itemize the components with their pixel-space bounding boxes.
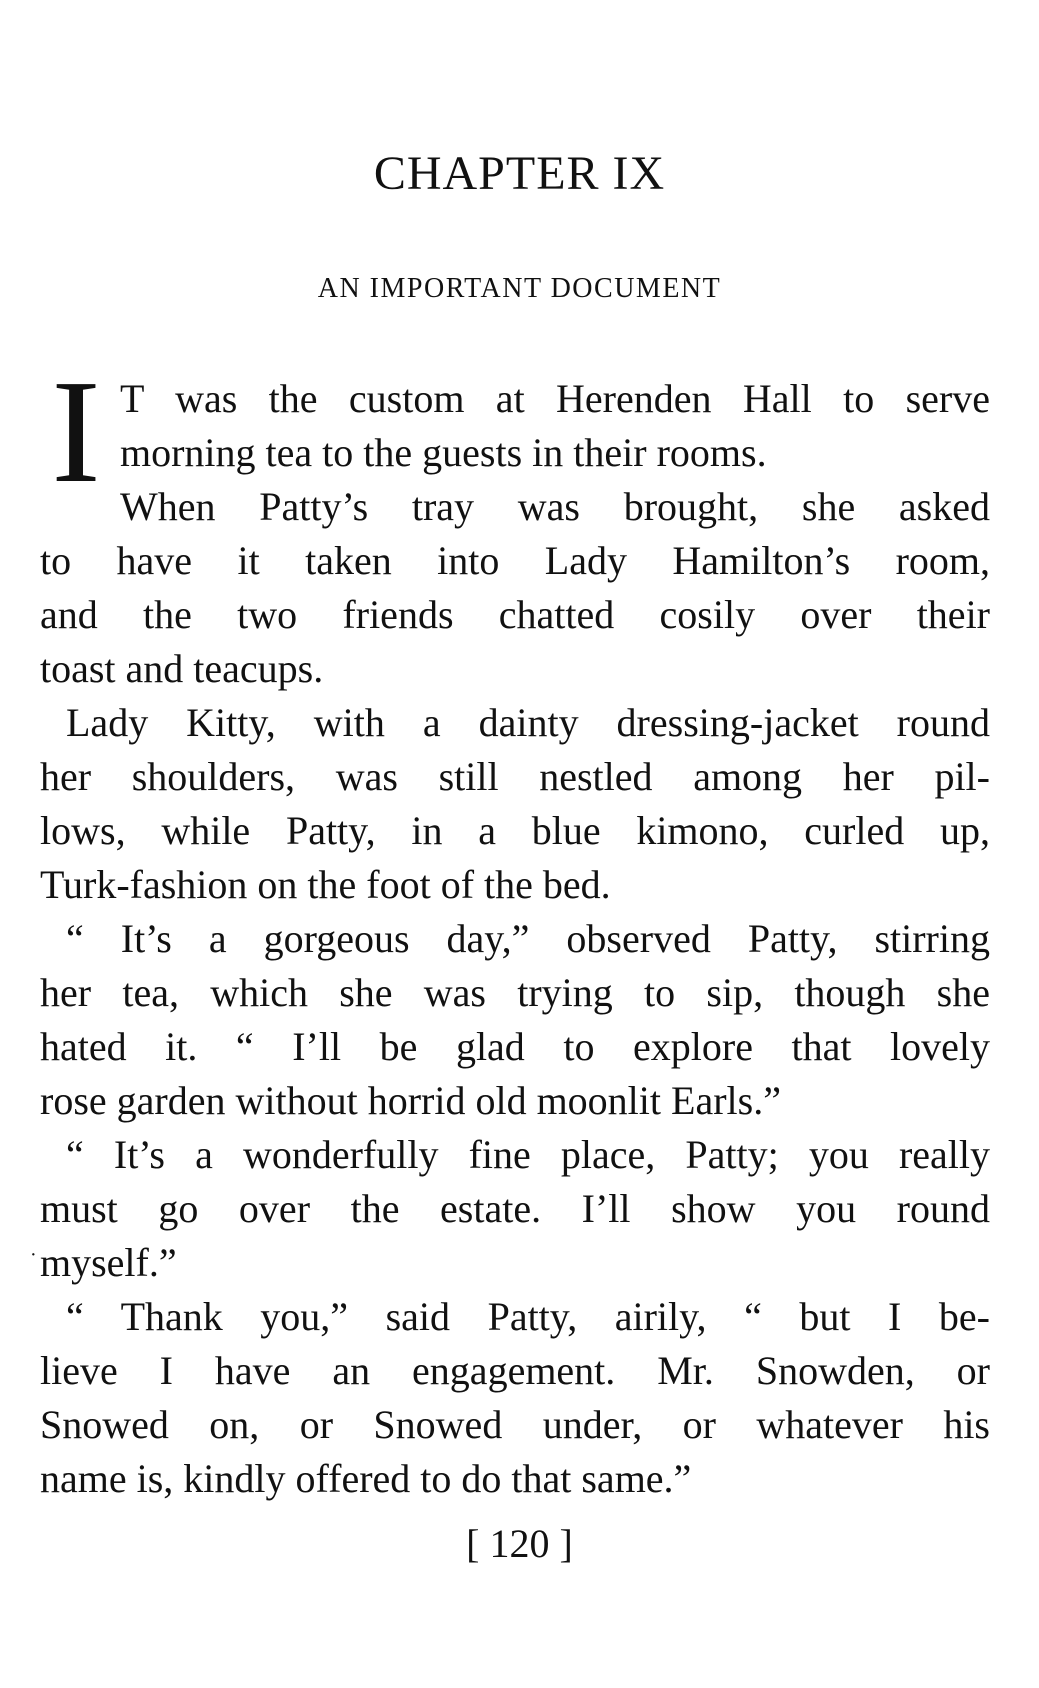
text-line: lows, while Patty, in a blue kimono, curled up, (40, 808, 990, 853)
chapter-subtitle: AN IMPORTANT DOCUMENT (317, 273, 722, 304)
text-line: Lady Kitty, with a dainty dressing-jacket round (66, 700, 990, 745)
text-line: T was the custom at Herenden Hall to serve (120, 376, 990, 421)
page-number: [ 120 ] (466, 1521, 573, 1566)
text-line: lieve I have an engagement. Mr. Snowden, or (40, 1348, 990, 1393)
text-line: hated it. “ I’ll be glad to explore that lovely (40, 1024, 990, 1069)
text-line: When Patty’s tray was brought, she asked (120, 484, 990, 529)
chapter-title: CHAPTER IX (373, 147, 666, 200)
text-line: “ Thank you,” said Patty, airily, “ but I be- (66, 1294, 990, 1339)
text-line: myself.” (40, 1240, 177, 1285)
text-line: and the two friends chatted cosily over their (40, 592, 990, 637)
text-line: to have it taken into Lady Hamilton’s room, (40, 538, 990, 583)
text-line: “ It’s a gorgeous day,” observed Patty, stirring (66, 916, 990, 961)
text-line: rose garden without horrid old moonlit Earls.” (40, 1078, 781, 1123)
drop-cap: I (51, 350, 101, 514)
text-line: name is, kindly offered to do that same.” (40, 1456, 692, 1501)
text-line: Turk-fashion on the foot of the bed. (40, 862, 611, 907)
text-line: toast and teacups. (40, 646, 324, 691)
body-text (40, 350, 990, 1506)
text-line: “ It’s a wonderfully fine place, Patty; you really (66, 1132, 990, 1177)
print-speck: · (30, 1244, 37, 1266)
text-line: morning tea to the guests in their rooms. (120, 430, 767, 475)
text-line: her shoulders, was still nestled among her pil- (40, 754, 990, 799)
text-line: her tea, which she was trying to sip, though she (40, 970, 990, 1015)
text-line: Snowed on, or Snowed under, or whatever his (40, 1402, 990, 1447)
text-line: must go over the estate. I’ll show you round (40, 1186, 990, 1231)
